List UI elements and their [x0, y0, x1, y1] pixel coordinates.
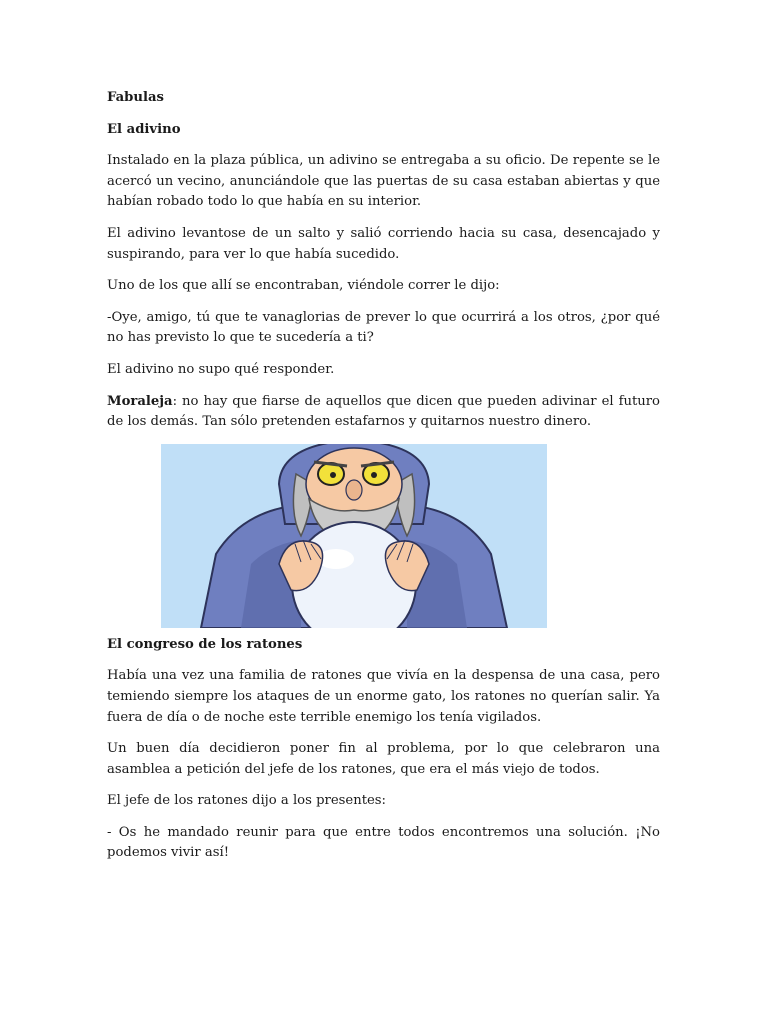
- story-heading-congreso: El congreso de los ratones: [107, 636, 303, 652]
- moral-text: : no hay que fiarse de aquellos que dicen que pueden adivinar el futuro de los demás. Tan sólo pretenden estafarnos y quitarnos nuestro dinero.: [107, 393, 660, 430]
- paragraph: Un buen día decidieron poner fin al problema, por lo que celebraron una asamblea a petición del jefe de los ratones, que era el más viejo de todos.: [107, 741, 660, 777]
- paragraph: El adivino levantose de un salto y salió corriendo hacia su casa, desencajado y suspirando, para ver lo que había sucedido.: [107, 225, 660, 262]
- document-page: [107, 88, 660, 875]
- story-heading-el-adivino: El adivino: [107, 121, 181, 137]
- paragraph: Uno de los que allí se encontraban, viéndole correr le dijo:: [107, 278, 500, 294]
- paragraph: El adivino no supo qué responder.: [107, 361, 335, 377]
- document-title: Fabulas: [107, 90, 164, 105]
- moral-label: Moraleja: [107, 393, 173, 409]
- wizard-illustration: [161, 444, 547, 628]
- paragraph: El jefe de los ratones dijo a los presentes:: [107, 793, 387, 809]
- paragraph: -Oye, amigo, tú que te vanaglorias de prever lo que ocurrirá a los otros, ¿por qué no has previsto lo que te sucedería a ti?: [107, 309, 660, 346]
- paragraph: Instalado en la plaza pública, un adivino se entregaba a su oficio. De repente se le acercó un vecino, anunciándole que las puertas de su casa estaban abiertas y que habían robado todo lo que había en su interior.: [107, 153, 660, 210]
- moral-paragraph: [107, 392, 660, 433]
- paragraph: - Os he mandado reunir para que entre todos encontremos una solución. ¡No podemos vivir así!: [107, 824, 660, 861]
- paragraph: Había una vez una familia de ratones que vivía en la despensa de una casa, pero temiendo siempre los ataques de un enorme gato, los ratones no querían salir. Ya fuera de día o de noche este terrible enemigo los tenía vigilados.: [107, 668, 660, 725]
